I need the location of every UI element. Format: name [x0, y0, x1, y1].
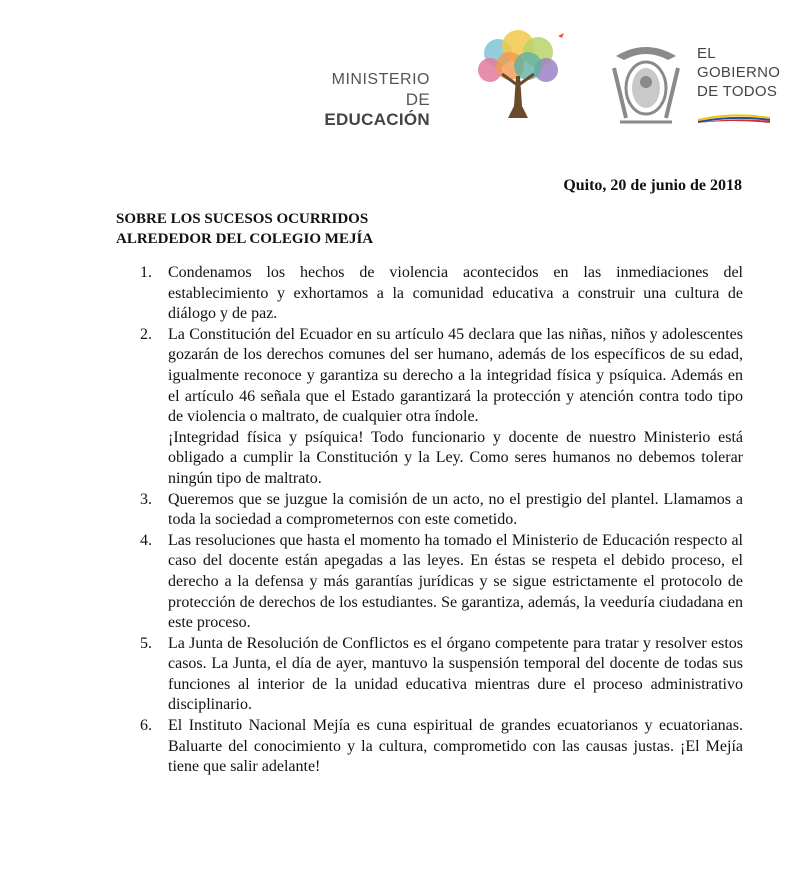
item-extra-text: ¡Integridad física y psíquica! Todo funcionario y docente de nuestro Ministerio está obligado a cumplir la Constitución y la Ley. Como seres humanos no debemos tolerar ningún tipo de maltrato.	[168, 428, 743, 487]
item-number: 4.	[140, 531, 152, 549]
item-text: La Constitución del Ecuador en su artículo 45 declara que las niñas, niños y adolescentes gozarán de los derechos comunes del ser humano, además de los específicos de su edad, igualmente reconoce y garantiza su derecho a la integridad física y psíquica. Además en el artículo 46 señala que el Estado garantizará la protección y atención contra todo tipo de violencia o maltrato, de cualquier otra índole.	[168, 325, 743, 426]
statement-list	[128, 263, 743, 778]
item-text: Condenamos los hechos de violencia acontecidos en las inmediaciones del establecimiento y exhortamos a la comunidad educativa a construir una cultura de diálogo y de paz.	[168, 264, 743, 323]
item-text: Queremos que se juzgue la comisión de un acto, no el prestigio del plantel. Llamamos a toda la sociedad a comprometernos con este cometido.	[168, 490, 743, 529]
ministry-logo	[300, 70, 430, 130]
item-text: La Junta de Resolución de Conflictos es el órgano competente para tratar y resolver estos casos. La Junta, el día de ayer, mantuvo la suspensión temporal del docente de todas sus funciones al interior de la unidad educativa mientras dure el proceso administrativo disciplinario.	[168, 634, 743, 714]
item-number: 6.	[140, 717, 152, 735]
list-item	[128, 531, 743, 634]
item-text: Las resoluciones que hasta el momento ha tomado el Ministerio de Educación respecto al caso del docente están apegadas a las leyes. En éstas se respeta el debido proceso, el derecho a la defensa y más garantías jurídicas y se sigue estrictamente el protocolo de protección de derechos de los estudiantes. Se garantiza, además, la veeduría ciudadana en este proceso.	[168, 531, 743, 632]
item-text: El Instituto Nacional Mejía es cuna espiritual de grandes ecuatorianos y ecuatorianas. Baluarte del conocimiento y la cultura, comprometido con las causas justas. ¡El Mejía tiene que salir adelante!	[168, 717, 743, 776]
document-date: Quito, 20 de junio de 2018	[563, 177, 742, 194]
list-item	[128, 634, 743, 716]
list-item	[128, 325, 743, 490]
ecuador-coat-of-arms-icon	[606, 38, 686, 130]
flag-stripe-icon	[698, 113, 770, 123]
ministry-line2: DE EDUCACIÓN	[324, 90, 430, 129]
item-number: 5.	[140, 634, 152, 652]
ministry-line1: MINISTERIO	[331, 71, 430, 88]
list-item	[128, 716, 743, 778]
letterhead	[0, 0, 800, 140]
list-item	[128, 490, 743, 531]
gobierno-logo-text: EL GOBIERNO DE TODOS	[697, 45, 781, 100]
document-title	[116, 209, 373, 249]
toda-una-vida-logo	[468, 28, 568, 128]
item-number: 1.	[140, 264, 152, 281]
item-number: 3.	[140, 490, 152, 508]
list-item	[128, 263, 743, 325]
item-number: 2.	[140, 325, 152, 343]
title-line-1: SOBRE LOS SUCESOS OCURRIDOS	[116, 211, 369, 227]
title-line-2: ALREDEDOR DEL COLEGIO MEJÍA	[116, 231, 374, 247]
